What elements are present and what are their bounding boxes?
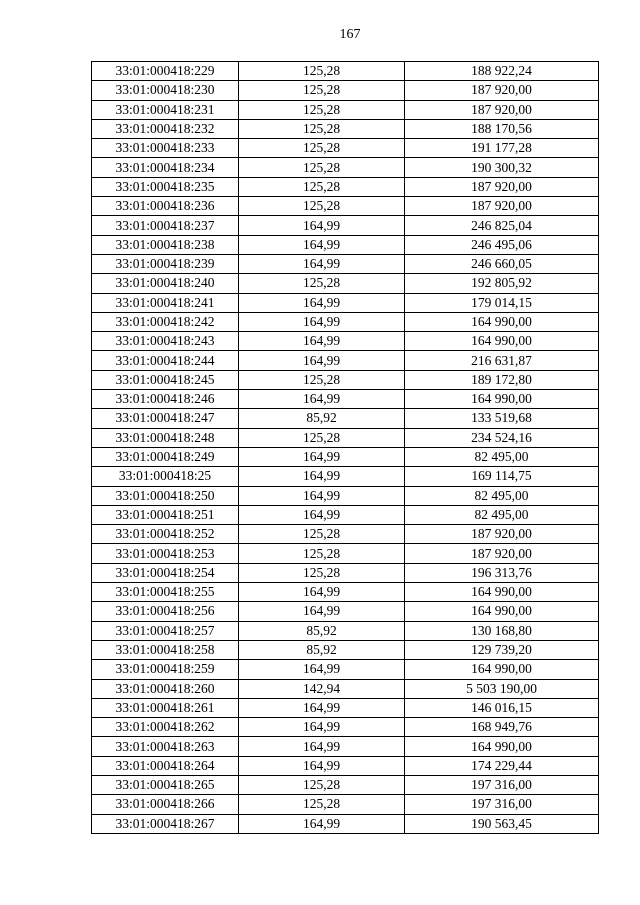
cadastral-number-cell: 33:01:000418:251 (92, 505, 239, 524)
area-cell: 85,92 (239, 409, 405, 428)
table-row (92, 505, 599, 524)
area-cell: 125,28 (239, 197, 405, 216)
area-cell: 164,99 (239, 583, 405, 602)
cadastral-number-cell: 33:01:000418:231 (92, 100, 239, 119)
area-cell: 164,99 (239, 351, 405, 370)
cadastral-value-cell: 197 316,00 (405, 795, 599, 814)
cadastral-value-cell: 187 920,00 (405, 81, 599, 100)
table-row (92, 100, 599, 119)
area-cell: 164,99 (239, 737, 405, 756)
area-cell: 164,99 (239, 312, 405, 331)
table-row (92, 139, 599, 158)
cadastral-value-cell: 187 920,00 (405, 197, 599, 216)
cadastral-value-cell: 169 114,75 (405, 467, 599, 486)
cadastral-value-cell: 246 495,06 (405, 235, 599, 254)
cadastral-number-cell: 33:01:000418:267 (92, 814, 239, 833)
cadastral-value-cell: 146 016,15 (405, 698, 599, 717)
cadastral-value-cell: 246 825,04 (405, 216, 599, 235)
table-row (92, 467, 599, 486)
cadastral-value-cell: 164 990,00 (405, 660, 599, 679)
area-cell: 125,28 (239, 370, 405, 389)
area-cell: 164,99 (239, 254, 405, 273)
table-row (92, 409, 599, 428)
area-cell: 142,94 (239, 679, 405, 698)
area-cell: 125,28 (239, 544, 405, 563)
cadastral-value-cell: 5 503 190,00 (405, 679, 599, 698)
table-row (92, 197, 599, 216)
area-cell: 125,28 (239, 563, 405, 582)
table-row (92, 640, 599, 659)
cadastral-number-cell: 33:01:000418:264 (92, 756, 239, 775)
cadastral-value-cell: 164 990,00 (405, 602, 599, 621)
cadastral-number-cell: 33:01:000418:253 (92, 544, 239, 563)
table-row (92, 274, 599, 293)
cadastral-number-cell: 33:01:000418:234 (92, 158, 239, 177)
table-row (92, 544, 599, 563)
cadastral-value-cell: 164 990,00 (405, 583, 599, 602)
table-row (92, 775, 599, 794)
table-row (92, 698, 599, 717)
table-row (92, 293, 599, 312)
cadastral-number-cell: 33:01:000418:243 (92, 332, 239, 351)
table-row (92, 370, 599, 389)
table-row (92, 62, 599, 81)
area-cell: 125,28 (239, 119, 405, 138)
cadastral-number-cell: 33:01:000418:260 (92, 679, 239, 698)
cadastral-value-table (91, 61, 599, 834)
area-cell: 125,28 (239, 100, 405, 119)
cadastral-value-cell: 133 519,68 (405, 409, 599, 428)
cadastral-number-cell: 33:01:000418:246 (92, 390, 239, 409)
area-cell: 164,99 (239, 467, 405, 486)
table-row (92, 602, 599, 621)
cadastral-number-cell: 33:01:000418:256 (92, 602, 239, 621)
cadastral-value-cell: 190 300,32 (405, 158, 599, 177)
cadastral-number-cell: 33:01:000418:244 (92, 351, 239, 370)
cadastral-value-cell: 234 524,16 (405, 428, 599, 447)
area-cell: 164,99 (239, 447, 405, 466)
area-cell: 125,28 (239, 177, 405, 196)
table-row (92, 312, 599, 331)
area-cell: 164,99 (239, 332, 405, 351)
cadastral-number-cell: 33:01:000418:235 (92, 177, 239, 196)
cadastral-number-cell: 33:01:000418:242 (92, 312, 239, 331)
cadastral-number-cell: 33:01:000418:232 (92, 119, 239, 138)
table-row (92, 718, 599, 737)
area-cell: 164,99 (239, 718, 405, 737)
area-cell: 125,28 (239, 62, 405, 81)
page-number: 167 (339, 27, 361, 42)
area-cell: 125,28 (239, 428, 405, 447)
cadastral-number-cell: 33:01:000418:254 (92, 563, 239, 582)
table-row (92, 428, 599, 447)
cadastral-value-cell: 191 177,28 (405, 139, 599, 158)
cadastral-value-cell: 187 920,00 (405, 544, 599, 563)
table-row (92, 583, 599, 602)
area-cell: 164,99 (239, 216, 405, 235)
cadastral-value-cell: 187 920,00 (405, 525, 599, 544)
area-cell: 125,28 (239, 81, 405, 100)
cadastral-value-cell: 82 495,00 (405, 505, 599, 524)
cadastral-number-cell: 33:01:000418:262 (92, 718, 239, 737)
area-cell: 125,28 (239, 525, 405, 544)
cadastral-number-cell: 33:01:000418:248 (92, 428, 239, 447)
table-row (92, 447, 599, 466)
cadastral-value-cell: 129 739,20 (405, 640, 599, 659)
cadastral-number-cell: 33:01:000418:252 (92, 525, 239, 544)
table-row (92, 158, 599, 177)
area-cell: 164,99 (239, 660, 405, 679)
cadastral-value-cell: 164 990,00 (405, 390, 599, 409)
table-row (92, 525, 599, 544)
table-row (92, 737, 599, 756)
area-cell: 164,99 (239, 505, 405, 524)
area-cell: 125,28 (239, 139, 405, 158)
area-cell: 125,28 (239, 775, 405, 794)
cadastral-number-cell: 33:01:000418:259 (92, 660, 239, 679)
cadastral-number-cell: 33:01:000418:237 (92, 216, 239, 235)
table-row (92, 332, 599, 351)
cadastral-value-cell: 82 495,00 (405, 447, 599, 466)
table-row (92, 756, 599, 775)
table-row (92, 254, 599, 273)
cadastral-number-cell: 33:01:000418:249 (92, 447, 239, 466)
table-row (92, 177, 599, 196)
cadastral-value-cell: 216 631,87 (405, 351, 599, 370)
cadastral-number-cell: 33:01:000418:233 (92, 139, 239, 158)
area-cell: 164,99 (239, 390, 405, 409)
cadastral-number-cell: 33:01:000418:236 (92, 197, 239, 216)
cadastral-number-cell: 33:01:000418:265 (92, 775, 239, 794)
cadastral-number-cell: 33:01:000418:240 (92, 274, 239, 293)
cadastral-number-cell: 33:01:000418:247 (92, 409, 239, 428)
cadastral-value-cell: 164 990,00 (405, 737, 599, 756)
table-row (92, 216, 599, 235)
table-row (92, 679, 599, 698)
table-body (92, 62, 599, 834)
table-row (92, 486, 599, 505)
cadastral-number-cell: 33:01:000418:263 (92, 737, 239, 756)
cadastral-value-cell: 197 316,00 (405, 775, 599, 794)
cadastral-value-cell: 196 313,76 (405, 563, 599, 582)
table-row (92, 660, 599, 679)
table-row (92, 119, 599, 138)
cadastral-number-cell: 33:01:000418:266 (92, 795, 239, 814)
cadastral-value-cell: 188 170,56 (405, 119, 599, 138)
area-cell: 164,99 (239, 756, 405, 775)
cadastral-value-cell: 187 920,00 (405, 177, 599, 196)
cadastral-number-cell: 33:01:000418:229 (92, 62, 239, 81)
cadastral-number-cell: 33:01:000418:261 (92, 698, 239, 717)
cadastral-value-cell: 187 920,00 (405, 100, 599, 119)
area-cell: 125,28 (239, 158, 405, 177)
cadastral-value-cell: 188 922,24 (405, 62, 599, 81)
cadastral-number-cell: 33:01:000418:241 (92, 293, 239, 312)
table-row (92, 795, 599, 814)
cadastral-value-cell: 164 990,00 (405, 312, 599, 331)
area-cell: 85,92 (239, 621, 405, 640)
table-row (92, 390, 599, 409)
cadastral-number-cell: 33:01:000418:238 (92, 235, 239, 254)
area-cell: 164,99 (239, 814, 405, 833)
table-row (92, 235, 599, 254)
cadastral-value-cell: 246 660,05 (405, 254, 599, 273)
cadastral-value-cell: 192 805,92 (405, 274, 599, 293)
cadastral-value-cell: 174 229,44 (405, 756, 599, 775)
area-cell: 164,99 (239, 698, 405, 717)
cadastral-value-cell: 82 495,00 (405, 486, 599, 505)
cadastral-value-cell: 164 990,00 (405, 332, 599, 351)
cadastral-number-cell: 33:01:000418:250 (92, 486, 239, 505)
table-row (92, 351, 599, 370)
area-cell: 85,92 (239, 640, 405, 659)
cadastral-number-cell: 33:01:000418:258 (92, 640, 239, 659)
table-row (92, 814, 599, 833)
area-cell: 164,99 (239, 235, 405, 254)
area-cell: 164,99 (239, 486, 405, 505)
table-row (92, 563, 599, 582)
cadastral-value-cell: 168 949,76 (405, 718, 599, 737)
cadastral-number-cell: 33:01:000418:255 (92, 583, 239, 602)
cadastral-value-cell: 179 014,15 (405, 293, 599, 312)
cadastral-number-cell: 33:01:000418:230 (92, 81, 239, 100)
cadastral-value-cell: 130 168,80 (405, 621, 599, 640)
cadastral-value-cell: 190 563,45 (405, 814, 599, 833)
cadastral-number-cell: 33:01:000418:239 (92, 254, 239, 273)
cadastral-number-cell: 33:01:000418:245 (92, 370, 239, 389)
cadastral-number-cell: 33:01:000418:25 (92, 467, 239, 486)
area-cell: 164,99 (239, 602, 405, 621)
table-row (92, 621, 599, 640)
area-cell: 125,28 (239, 795, 405, 814)
table-row (92, 81, 599, 100)
area-cell: 125,28 (239, 274, 405, 293)
cadastral-value-cell: 189 172,80 (405, 370, 599, 389)
cadastral-number-cell: 33:01:000418:257 (92, 621, 239, 640)
area-cell: 164,99 (239, 293, 405, 312)
